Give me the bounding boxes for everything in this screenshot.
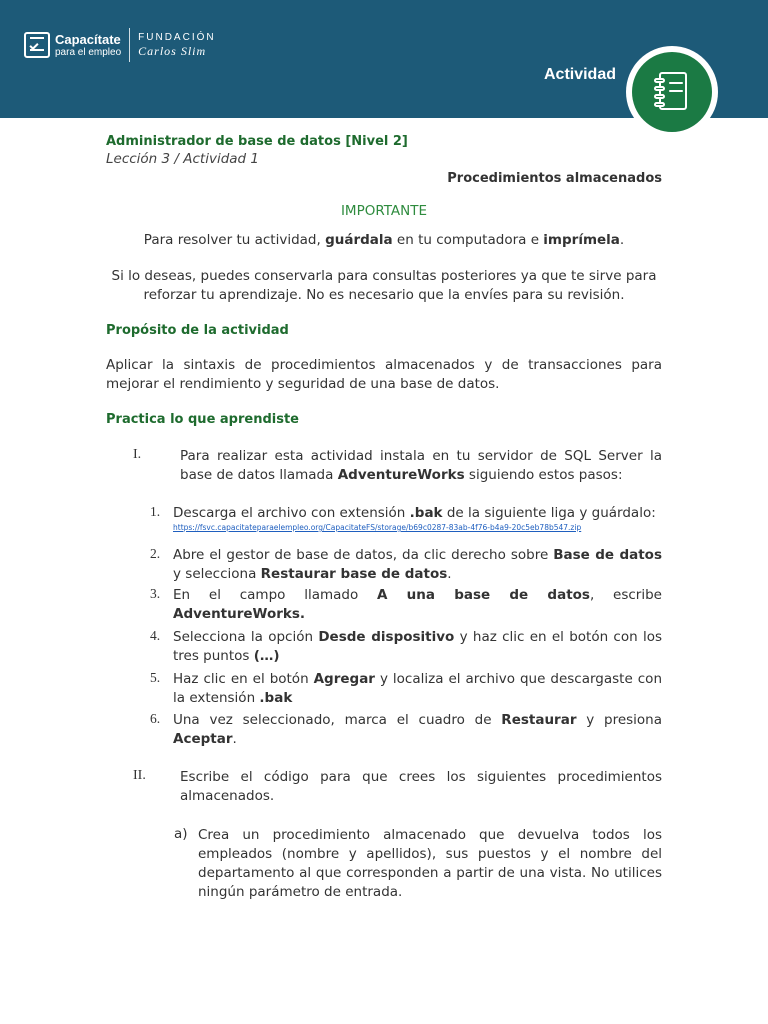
- list-item: 6. Una vez seleccionado, marca el cuadro de Restaurar y presiona Aceptar.: [150, 711, 663, 747]
- practice-heading: Practica lo que aprendiste: [106, 412, 300, 427]
- list-item: II. Escribe el código para que crees los siguientes procedimientos almacenados.: [133, 768, 662, 804]
- topic-title: Procedimientos almacenados: [447, 171, 662, 186]
- list-item: a) Crea un procedimiento almacenado que devuelva todos los empleados (nombre y apellidos), sus puestos y el nombre del departamento al que corresponden a partir de una vista. No utilices ningún parámetro de entrada.: [174, 826, 662, 900]
- download-link[interactable]: https://fsvc.capacitateparaelempleo.org/CapacitateFS/storage/b69c0287-83ab-4f76-b4a9-20c5eb78b547.zip: [173, 523, 582, 532]
- important-heading: IMPORTANTE: [340, 203, 428, 219]
- list-item: 3. En el campo llamado A una base de datos, escribe AdventureWorks.: [150, 586, 662, 622]
- foundation-label: FUNDACIÓN: [138, 32, 216, 43]
- foundation-logo: [138, 33, 215, 57]
- logo-divider: [129, 28, 130, 62]
- purpose-text: Aplicar la sintaxis de procedimientos almacenados y de transacciones para mejorar el rendimiento y seguridad de una base de datos.: [106, 357, 662, 392]
- capacitate-logo: [24, 28, 216, 62]
- purpose-heading: Propósito de la actividad: [106, 323, 289, 338]
- document-body: [106, 134, 662, 902]
- activity-badge: [626, 46, 718, 138]
- list-item: 2. Abre el gestor de base de datos, da clic derecho sobre Base de datos y selecciona Restaurar base de datos.: [150, 546, 662, 582]
- lesson-label: Lección 3 / Actividad 1: [106, 151, 259, 167]
- course-title: Administrador de base de datos [Nivel 2]: [106, 134, 408, 149]
- checklist-icon: [24, 32, 50, 58]
- header-title: Actividad: [543, 66, 616, 83]
- keep-paragraph: Si lo deseas, puedes conservarla para consultas posteriores ya que te sirve para reforzar tu aprendizaje. No es necesario que la envíes para su revisión.: [111, 268, 657, 303]
- list-item: 5. Haz clic en el botón Agregar y localiza el archivo que descargaste con la extensión .bak: [150, 670, 662, 706]
- foundation-name: Carlos Slim: [138, 44, 207, 58]
- instructions-paragraph: Para resolver tu actividad, guárdala en tu computadora e imprímela.: [143, 232, 625, 248]
- notebook-icon: [659, 72, 687, 110]
- list-item: 4. Selecciona la opción Desde dispositivo y haz clic en el botón con los tres puntos (…): [150, 628, 663, 664]
- list-item: I. Para realizar esta actividad instala en tu servidor de SQL Server la base de datos llamada AdventureWorks siguiendo estos pasos:: [133, 447, 662, 483]
- list-item: 1. Descarga el archivo con extensión .bak de la siguiente liga y guárdalo: https://fsvc.capacitateparaelempleo.org/CapacitateFS/storage/b69c0287-83ab-4f76-b4a9-20c5eb78b547.zip: [150, 504, 662, 533]
- brand-subtitle: para el empleo: [55, 46, 122, 58]
- brand-name: Capacítate: [55, 31, 121, 47]
